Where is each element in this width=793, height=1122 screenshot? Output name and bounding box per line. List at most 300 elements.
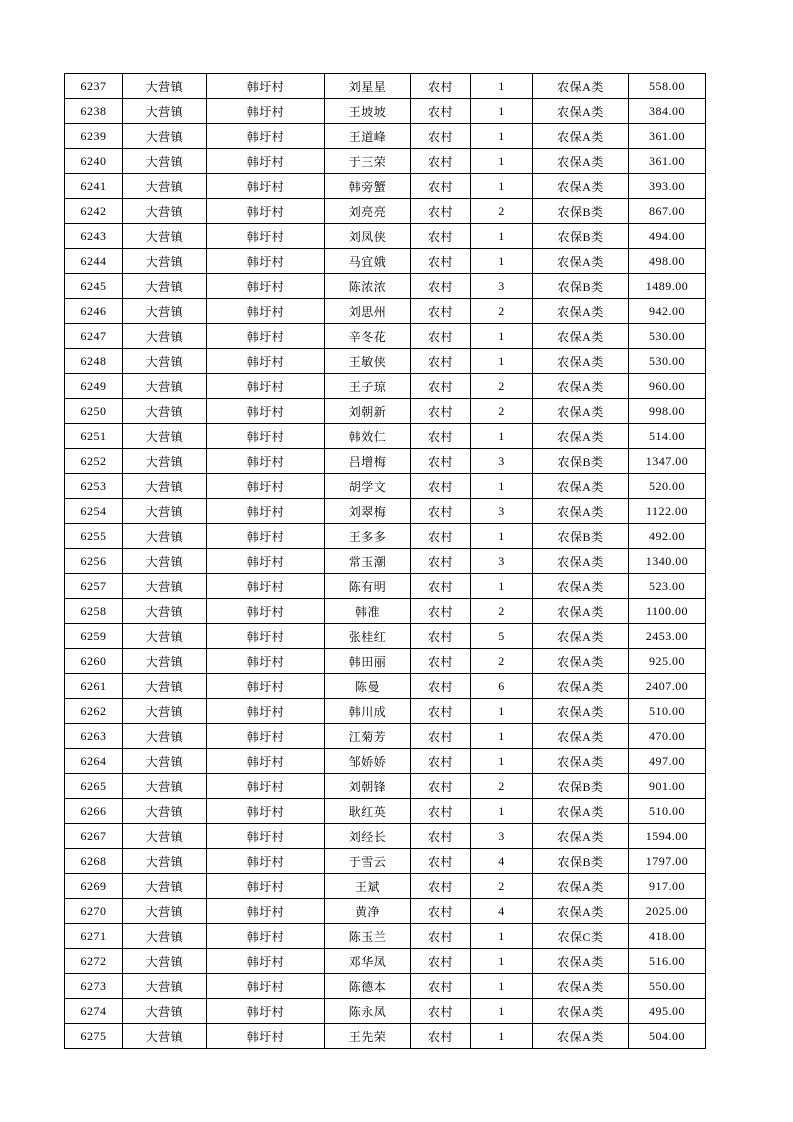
- cell-category: 农保A类: [533, 299, 629, 324]
- cell-persons: 4: [471, 899, 533, 924]
- cell-name: 邹娇娇: [325, 749, 411, 774]
- cell-persons: 1: [471, 924, 533, 949]
- cell-town: 大营镇: [123, 724, 207, 749]
- cell-residence: 农村: [411, 149, 471, 174]
- cell-residence: 农村: [411, 624, 471, 649]
- cell-id: 6263: [65, 724, 123, 749]
- cell-persons: 1: [471, 74, 533, 99]
- cell-amount: 2453.00: [629, 624, 706, 649]
- cell-town: 大营镇: [123, 224, 207, 249]
- cell-name: 吕增梅: [325, 449, 411, 474]
- cell-name: 于三荣: [325, 149, 411, 174]
- cell-persons: 3: [471, 499, 533, 524]
- table-row: [65, 399, 706, 424]
- cell-residence: 农村: [411, 499, 471, 524]
- table-row: [65, 299, 706, 324]
- cell-residence: 农村: [411, 924, 471, 949]
- cell-residence: 农村: [411, 699, 471, 724]
- table-row: [65, 999, 706, 1024]
- cell-name: 王先荣: [325, 1024, 411, 1049]
- cell-village: 韩圩村: [207, 199, 325, 224]
- cell-category: 农保A类: [533, 624, 629, 649]
- cell-id: 6249: [65, 374, 123, 399]
- cell-residence: 农村: [411, 599, 471, 624]
- cell-amount: 1122.00: [629, 499, 706, 524]
- cell-town: 大营镇: [123, 74, 207, 99]
- table-row: [65, 124, 706, 149]
- cell-persons: 3: [471, 274, 533, 299]
- cell-id: 6272: [65, 949, 123, 974]
- cell-town: 大营镇: [123, 449, 207, 474]
- table-row: [65, 949, 706, 974]
- cell-residence: 农村: [411, 949, 471, 974]
- cell-persons: 1: [471, 574, 533, 599]
- cell-town: 大营镇: [123, 124, 207, 149]
- cell-name: 陈玉兰: [325, 924, 411, 949]
- cell-village: 韩圩村: [207, 924, 325, 949]
- cell-category: 农保B类: [533, 224, 629, 249]
- cell-village: 韩圩村: [207, 549, 325, 574]
- cell-residence: 农村: [411, 349, 471, 374]
- cell-category: 农保B类: [533, 274, 629, 299]
- cell-persons: 1: [471, 474, 533, 499]
- cell-category: 农保A类: [533, 124, 629, 149]
- cell-amount: 901.00: [629, 774, 706, 799]
- table-row: [65, 374, 706, 399]
- cell-residence: 农村: [411, 549, 471, 574]
- cell-amount: 558.00: [629, 74, 706, 99]
- cell-name: 陈德本: [325, 974, 411, 999]
- cell-id: 6256: [65, 549, 123, 574]
- cell-name: 胡学文: [325, 474, 411, 499]
- cell-id: 6265: [65, 774, 123, 799]
- cell-id: 6242: [65, 199, 123, 224]
- cell-amount: 1797.00: [629, 849, 706, 874]
- cell-persons: 2: [471, 374, 533, 399]
- cell-village: 韩圩村: [207, 374, 325, 399]
- cell-town: 大营镇: [123, 649, 207, 674]
- cell-village: 韩圩村: [207, 749, 325, 774]
- cell-category: 农保B类: [533, 524, 629, 549]
- cell-category: 农保A类: [533, 749, 629, 774]
- cell-amount: 942.00: [629, 299, 706, 324]
- cell-village: 韩圩村: [207, 599, 325, 624]
- cell-name: 于雪云: [325, 849, 411, 874]
- cell-category: 农保A类: [533, 599, 629, 624]
- cell-category: 农保A类: [533, 699, 629, 724]
- cell-name: 刘星星: [325, 74, 411, 99]
- cell-residence: 农村: [411, 449, 471, 474]
- cell-category: 农保A类: [533, 574, 629, 599]
- cell-persons: 1: [471, 749, 533, 774]
- cell-amount: 504.00: [629, 1024, 706, 1049]
- cell-id: 6237: [65, 74, 123, 99]
- cell-name: 刘凤侠: [325, 224, 411, 249]
- cell-name: 耿红英: [325, 799, 411, 824]
- cell-id: 6259: [65, 624, 123, 649]
- cell-town: 大营镇: [123, 524, 207, 549]
- cell-name: 陈有明: [325, 574, 411, 599]
- cell-id: 6262: [65, 699, 123, 724]
- cell-id: 6267: [65, 824, 123, 849]
- cell-name: 邓华凤: [325, 949, 411, 974]
- cell-residence: 农村: [411, 399, 471, 424]
- cell-persons: 1: [471, 949, 533, 974]
- cell-name: 刘朝新: [325, 399, 411, 424]
- cell-category: 农保A类: [533, 99, 629, 124]
- cell-name: 陈浓浓: [325, 274, 411, 299]
- cell-name: 刘亮亮: [325, 199, 411, 224]
- cell-id: 6255: [65, 524, 123, 549]
- cell-persons: 2: [471, 649, 533, 674]
- cell-persons: 1: [471, 249, 533, 274]
- cell-village: 韩圩村: [207, 124, 325, 149]
- cell-town: 大营镇: [123, 999, 207, 1024]
- cell-town: 大营镇: [123, 574, 207, 599]
- cell-id: 6270: [65, 899, 123, 924]
- cell-category: 农保B类: [533, 849, 629, 874]
- cell-residence: 农村: [411, 249, 471, 274]
- cell-town: 大营镇: [123, 99, 207, 124]
- table-row: [65, 149, 706, 174]
- cell-village: 韩圩村: [207, 649, 325, 674]
- cell-name: 辛冬花: [325, 324, 411, 349]
- cell-amount: 1100.00: [629, 599, 706, 624]
- table-row: [65, 599, 706, 624]
- cell-persons: 2: [471, 199, 533, 224]
- table-row: [65, 1024, 706, 1049]
- cell-village: 韩圩村: [207, 524, 325, 549]
- cell-name: 王子琼: [325, 374, 411, 399]
- cell-amount: 925.00: [629, 649, 706, 674]
- cell-id: 6274: [65, 999, 123, 1024]
- cell-village: 韩圩村: [207, 299, 325, 324]
- cell-village: 韩圩村: [207, 1024, 325, 1049]
- cell-persons: 1: [471, 99, 533, 124]
- cell-residence: 农村: [411, 74, 471, 99]
- cell-village: 韩圩村: [207, 824, 325, 849]
- cell-id: 6257: [65, 574, 123, 599]
- cell-village: 韩圩村: [207, 674, 325, 699]
- cell-residence: 农村: [411, 199, 471, 224]
- cell-persons: 2: [471, 774, 533, 799]
- cell-amount: 1594.00: [629, 824, 706, 849]
- cell-name: 江菊芳: [325, 724, 411, 749]
- cell-persons: 4: [471, 849, 533, 874]
- cell-category: 农保C类: [533, 924, 629, 949]
- cell-residence: 农村: [411, 749, 471, 774]
- table-row: [65, 724, 706, 749]
- table-row: [65, 349, 706, 374]
- cell-id: 6271: [65, 924, 123, 949]
- table-row: [65, 699, 706, 724]
- cell-id: 6266: [65, 799, 123, 824]
- cell-category: 农保B类: [533, 199, 629, 224]
- cell-id: 6241: [65, 174, 123, 199]
- table-row: [65, 99, 706, 124]
- cell-town: 大营镇: [123, 874, 207, 899]
- cell-id: 6275: [65, 1024, 123, 1049]
- cell-category: 农保A类: [533, 399, 629, 424]
- subsidy-table: [64, 73, 706, 1049]
- cell-name: 马宜娥: [325, 249, 411, 274]
- cell-amount: 523.00: [629, 574, 706, 599]
- cell-town: 大营镇: [123, 299, 207, 324]
- cell-amount: 960.00: [629, 374, 706, 399]
- cell-amount: 497.00: [629, 749, 706, 774]
- cell-village: 韩圩村: [207, 274, 325, 299]
- cell-town: 大营镇: [123, 499, 207, 524]
- cell-id: 6250: [65, 399, 123, 424]
- cell-persons: 1: [471, 799, 533, 824]
- cell-village: 韩圩村: [207, 349, 325, 374]
- cell-name: 刘朝锋: [325, 774, 411, 799]
- cell-id: 6258: [65, 599, 123, 624]
- cell-amount: 510.00: [629, 699, 706, 724]
- cell-name: 常玉潮: [325, 549, 411, 574]
- table-body: [65, 74, 706, 1049]
- table-row: [65, 824, 706, 849]
- cell-id: 6247: [65, 324, 123, 349]
- cell-village: 韩圩村: [207, 624, 325, 649]
- cell-name: 陈曼: [325, 674, 411, 699]
- cell-village: 韩圩村: [207, 724, 325, 749]
- cell-id: 6260: [65, 649, 123, 674]
- cell-name: 张桂红: [325, 624, 411, 649]
- cell-category: 农保A类: [533, 249, 629, 274]
- cell-village: 韩圩村: [207, 699, 325, 724]
- cell-town: 大营镇: [123, 424, 207, 449]
- cell-residence: 农村: [411, 174, 471, 199]
- cell-amount: 2025.00: [629, 899, 706, 924]
- cell-id: 6264: [65, 749, 123, 774]
- cell-residence: 农村: [411, 374, 471, 399]
- cell-category: 农保A类: [533, 649, 629, 674]
- cell-persons: 3: [471, 549, 533, 574]
- cell-amount: 1347.00: [629, 449, 706, 474]
- cell-town: 大营镇: [123, 974, 207, 999]
- cell-id: 6246: [65, 299, 123, 324]
- cell-category: 农保A类: [533, 424, 629, 449]
- cell-amount: 516.00: [629, 949, 706, 974]
- cell-persons: 1: [471, 124, 533, 149]
- cell-town: 大营镇: [123, 849, 207, 874]
- cell-persons: 1: [471, 149, 533, 174]
- cell-residence: 农村: [411, 324, 471, 349]
- cell-name: 王道峰: [325, 124, 411, 149]
- cell-category: 农保A类: [533, 549, 629, 574]
- table-row: [65, 274, 706, 299]
- cell-category: 农保A类: [533, 474, 629, 499]
- cell-amount: 917.00: [629, 874, 706, 899]
- cell-name: 韩准: [325, 599, 411, 624]
- cell-village: 韩圩村: [207, 99, 325, 124]
- cell-village: 韩圩村: [207, 449, 325, 474]
- cell-persons: 2: [471, 599, 533, 624]
- cell-amount: 510.00: [629, 799, 706, 824]
- table-row: [65, 224, 706, 249]
- cell-village: 韩圩村: [207, 874, 325, 899]
- cell-village: 韩圩村: [207, 849, 325, 874]
- cell-category: 农保A类: [533, 999, 629, 1024]
- cell-category: 农保B类: [533, 449, 629, 474]
- cell-amount: 361.00: [629, 149, 706, 174]
- cell-village: 韩圩村: [207, 799, 325, 824]
- cell-persons: 6: [471, 674, 533, 699]
- cell-town: 大营镇: [123, 149, 207, 174]
- cell-residence: 农村: [411, 474, 471, 499]
- cell-town: 大营镇: [123, 399, 207, 424]
- table-row: [65, 849, 706, 874]
- cell-category: 农保A类: [533, 899, 629, 924]
- cell-id: 6248: [65, 349, 123, 374]
- cell-residence: 农村: [411, 849, 471, 874]
- cell-amount: 361.00: [629, 124, 706, 149]
- cell-village: 韩圩村: [207, 974, 325, 999]
- cell-amount: 494.00: [629, 224, 706, 249]
- cell-persons: 2: [471, 299, 533, 324]
- cell-name: 韩川成: [325, 699, 411, 724]
- cell-persons: 1: [471, 724, 533, 749]
- cell-persons: 1: [471, 699, 533, 724]
- cell-amount: 393.00: [629, 174, 706, 199]
- cell-persons: 1: [471, 524, 533, 549]
- table-row: [65, 774, 706, 799]
- cell-village: 韩圩村: [207, 499, 325, 524]
- cell-persons: 1: [471, 424, 533, 449]
- cell-town: 大营镇: [123, 199, 207, 224]
- cell-category: 农保A类: [533, 324, 629, 349]
- cell-name: 王坡坡: [325, 99, 411, 124]
- cell-name: 韩效仁: [325, 424, 411, 449]
- cell-amount: 514.00: [629, 424, 706, 449]
- cell-residence: 农村: [411, 524, 471, 549]
- cell-village: 韩圩村: [207, 474, 325, 499]
- cell-town: 大营镇: [123, 949, 207, 974]
- cell-id: 6244: [65, 249, 123, 274]
- cell-amount: 384.00: [629, 99, 706, 124]
- cell-category: 农保A类: [533, 149, 629, 174]
- cell-village: 韩圩村: [207, 399, 325, 424]
- table-row: [65, 649, 706, 674]
- cell-residence: 农村: [411, 224, 471, 249]
- cell-amount: 1340.00: [629, 549, 706, 574]
- cell-persons: 1: [471, 324, 533, 349]
- cell-name: 刘思州: [325, 299, 411, 324]
- cell-amount: 495.00: [629, 999, 706, 1024]
- cell-category: 农保A类: [533, 874, 629, 899]
- table-row: [65, 974, 706, 999]
- cell-id: 6261: [65, 674, 123, 699]
- cell-town: 大营镇: [123, 274, 207, 299]
- cell-village: 韩圩村: [207, 574, 325, 599]
- cell-id: 6253: [65, 474, 123, 499]
- cell-town: 大营镇: [123, 1024, 207, 1049]
- cell-town: 大营镇: [123, 924, 207, 949]
- cell-amount: 550.00: [629, 974, 706, 999]
- cell-residence: 农村: [411, 999, 471, 1024]
- cell-id: 6243: [65, 224, 123, 249]
- cell-persons: 2: [471, 399, 533, 424]
- cell-village: 韩圩村: [207, 249, 325, 274]
- cell-persons: 1: [471, 174, 533, 199]
- table-row: [65, 249, 706, 274]
- cell-category: 农保A类: [533, 499, 629, 524]
- table-row: [65, 924, 706, 949]
- cell-amount: 520.00: [629, 474, 706, 499]
- cell-persons: 5: [471, 624, 533, 649]
- cell-village: 韩圩村: [207, 324, 325, 349]
- cell-id: 6254: [65, 499, 123, 524]
- table-row: [65, 324, 706, 349]
- cell-residence: 农村: [411, 774, 471, 799]
- cell-amount: 470.00: [629, 724, 706, 749]
- cell-name: 刘经长: [325, 824, 411, 849]
- cell-category: 农保A类: [533, 1024, 629, 1049]
- cell-category: 农保A类: [533, 799, 629, 824]
- cell-amount: 530.00: [629, 324, 706, 349]
- cell-amount: 498.00: [629, 249, 706, 274]
- cell-village: 韩圩村: [207, 149, 325, 174]
- cell-village: 韩圩村: [207, 774, 325, 799]
- cell-id: 6239: [65, 124, 123, 149]
- cell-village: 韩圩村: [207, 224, 325, 249]
- table-row: [65, 624, 706, 649]
- cell-town: 大营镇: [123, 549, 207, 574]
- cell-name: 刘翠梅: [325, 499, 411, 524]
- cell-category: 农保A类: [533, 974, 629, 999]
- cell-category: 农保A类: [533, 174, 629, 199]
- cell-category: 农保A类: [533, 724, 629, 749]
- cell-id: 6252: [65, 449, 123, 474]
- table-row: [65, 474, 706, 499]
- cell-amount: 530.00: [629, 349, 706, 374]
- table-row: [65, 449, 706, 474]
- cell-category: 农保A类: [533, 349, 629, 374]
- cell-amount: 492.00: [629, 524, 706, 549]
- cell-town: 大营镇: [123, 674, 207, 699]
- cell-persons: 3: [471, 824, 533, 849]
- cell-village: 韩圩村: [207, 999, 325, 1024]
- cell-id: 6268: [65, 849, 123, 874]
- cell-residence: 农村: [411, 674, 471, 699]
- cell-residence: 农村: [411, 899, 471, 924]
- table-row: [65, 74, 706, 99]
- table-row: [65, 524, 706, 549]
- cell-residence: 农村: [411, 974, 471, 999]
- cell-residence: 农村: [411, 874, 471, 899]
- cell-residence: 农村: [411, 1024, 471, 1049]
- cell-town: 大营镇: [123, 799, 207, 824]
- table-row: [65, 874, 706, 899]
- cell-persons: 1: [471, 349, 533, 374]
- cell-category: 农保A类: [533, 674, 629, 699]
- cell-name: 王敏侠: [325, 349, 411, 374]
- cell-id: 6251: [65, 424, 123, 449]
- table-row: [65, 574, 706, 599]
- cell-town: 大营镇: [123, 249, 207, 274]
- cell-id: 6273: [65, 974, 123, 999]
- table-row: [65, 424, 706, 449]
- table-row: [65, 899, 706, 924]
- cell-id: 6238: [65, 99, 123, 124]
- cell-residence: 农村: [411, 574, 471, 599]
- cell-residence: 农村: [411, 824, 471, 849]
- table-row: [65, 549, 706, 574]
- cell-persons: 3: [471, 449, 533, 474]
- cell-amount: 1489.00: [629, 274, 706, 299]
- cell-town: 大营镇: [123, 699, 207, 724]
